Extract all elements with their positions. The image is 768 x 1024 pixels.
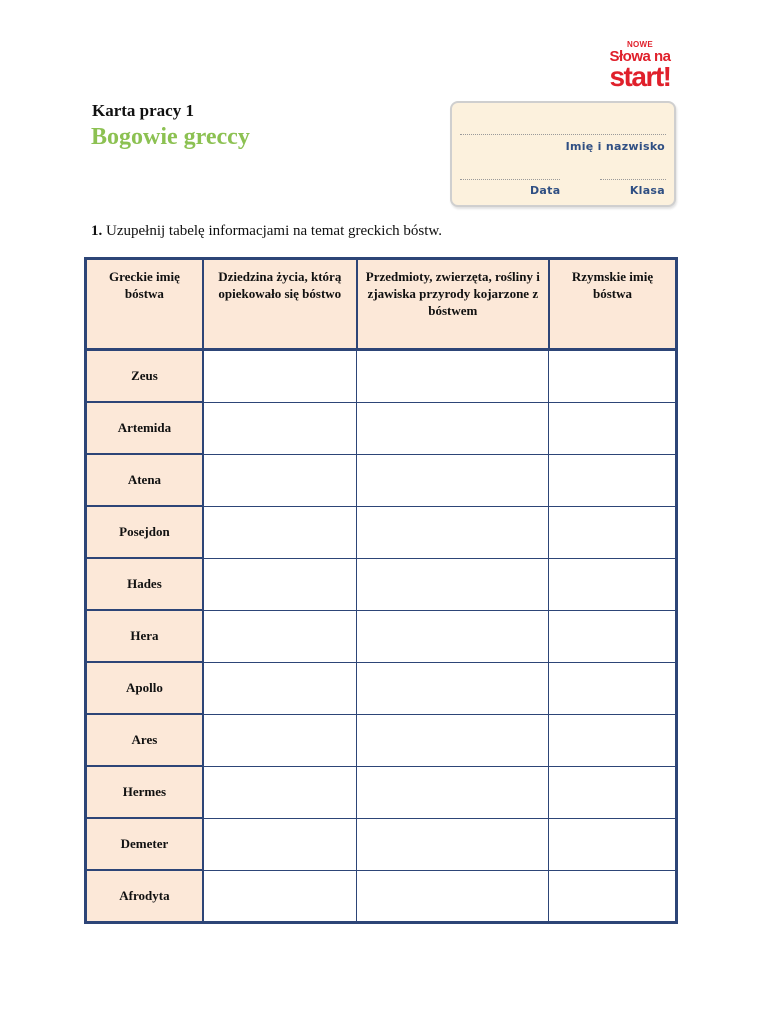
attributes-answer-cell[interactable]: [357, 662, 549, 714]
roman-name-answer-cell[interactable]: [549, 818, 677, 870]
attributes-answer-cell[interactable]: [357, 350, 549, 403]
table-row: [86, 818, 677, 870]
table-row: [86, 610, 677, 662]
roman-name-answer-cell[interactable]: [549, 402, 677, 454]
roman-name-answer-cell[interactable]: [549, 714, 677, 766]
domain-answer-cell[interactable]: [203, 870, 357, 923]
class-label: Klasa: [629, 184, 665, 197]
table-row: [86, 766, 677, 818]
header-attributes: Przedmioty, zwierzęta, rośliny i zjawiska przyrody kojarzone z bóstwem: [357, 259, 549, 350]
attributes-answer-cell[interactable]: [357, 506, 549, 558]
logo-line-2: Słowa na: [609, 48, 671, 65]
attributes-answer-cell[interactable]: [357, 610, 549, 662]
roman-name-answer-cell[interactable]: [549, 350, 677, 403]
god-name-cell: Apollo: [86, 662, 203, 714]
domain-answer-cell[interactable]: [203, 558, 357, 610]
logo-line-3: start!: [609, 61, 671, 92]
attributes-answer-cell[interactable]: [357, 870, 549, 923]
table-row: [86, 662, 677, 714]
attributes-answer-cell[interactable]: [357, 766, 549, 818]
table-row: [86, 350, 677, 403]
domain-answer-cell[interactable]: [203, 506, 357, 558]
task-instruction: [91, 223, 442, 240]
task-number: 1.: [91, 223, 103, 239]
student-info-box: [450, 101, 676, 207]
roman-name-answer-cell[interactable]: [549, 870, 677, 923]
sheet-label: Karta pracy 1: [92, 101, 194, 120]
table-row: [86, 870, 677, 923]
god-name-cell: Ares: [86, 714, 203, 766]
page-title: Bogowie greccy: [91, 124, 250, 150]
god-name-cell: Afrodyta: [86, 870, 203, 923]
domain-answer-cell[interactable]: [203, 610, 357, 662]
table-row: [86, 506, 677, 558]
god-name-cell: Hades: [86, 558, 203, 610]
god-name-cell: Hermes: [86, 766, 203, 818]
table-header-row: [86, 259, 677, 350]
domain-answer-cell[interactable]: [203, 818, 357, 870]
table-row: [86, 454, 677, 506]
god-name-cell: Artemida: [86, 402, 203, 454]
attributes-answer-cell[interactable]: [357, 402, 549, 454]
table-row: [86, 714, 677, 766]
domain-answer-cell[interactable]: [203, 662, 357, 714]
class-field[interactable]: [600, 179, 666, 180]
date-label: Data: [530, 184, 561, 197]
attributes-answer-cell[interactable]: [357, 558, 549, 610]
table-row: [86, 402, 677, 454]
attributes-answer-cell[interactable]: [357, 714, 549, 766]
roman-name-answer-cell[interactable]: [549, 766, 677, 818]
date-field[interactable]: [460, 179, 560, 180]
domain-answer-cell[interactable]: [203, 402, 357, 454]
header-roman-name: Rzymskie imię bóstwa: [549, 259, 677, 350]
task-text: Uzupełnij tabelę informacjami na temat greckich bóstw.: [106, 223, 442, 239]
god-name-cell: Demeter: [86, 818, 203, 870]
domain-answer-cell[interactable]: [203, 766, 357, 818]
domain-answer-cell[interactable]: [203, 350, 357, 403]
domain-answer-cell[interactable]: [203, 714, 357, 766]
god-name-cell: Hera: [86, 610, 203, 662]
header-greek-name: Greckie imię bóstwa: [86, 259, 203, 350]
roman-name-answer-cell[interactable]: [549, 506, 677, 558]
attributes-answer-cell[interactable]: [357, 818, 549, 870]
name-label: Imię i nazwisko: [565, 140, 665, 153]
domain-answer-cell[interactable]: [203, 454, 357, 506]
roman-name-answer-cell[interactable]: [549, 662, 677, 714]
name-field[interactable]: [460, 134, 666, 135]
roman-name-answer-cell[interactable]: [549, 610, 677, 662]
table-row: [86, 558, 677, 610]
publisher-logo: [596, 40, 684, 92]
roman-name-answer-cell[interactable]: [549, 558, 677, 610]
header-domain: Dziedzina życia, którą opiekowało się bóstwo: [203, 259, 357, 350]
roman-name-answer-cell[interactable]: [549, 454, 677, 506]
god-name-cell: Atena: [86, 454, 203, 506]
god-name-cell: Zeus: [86, 350, 203, 403]
logo-line-1: NOWE: [626, 40, 654, 49]
attributes-answer-cell[interactable]: [357, 454, 549, 506]
gods-table: [84, 257, 678, 924]
god-name-cell: Posejdon: [86, 506, 203, 558]
